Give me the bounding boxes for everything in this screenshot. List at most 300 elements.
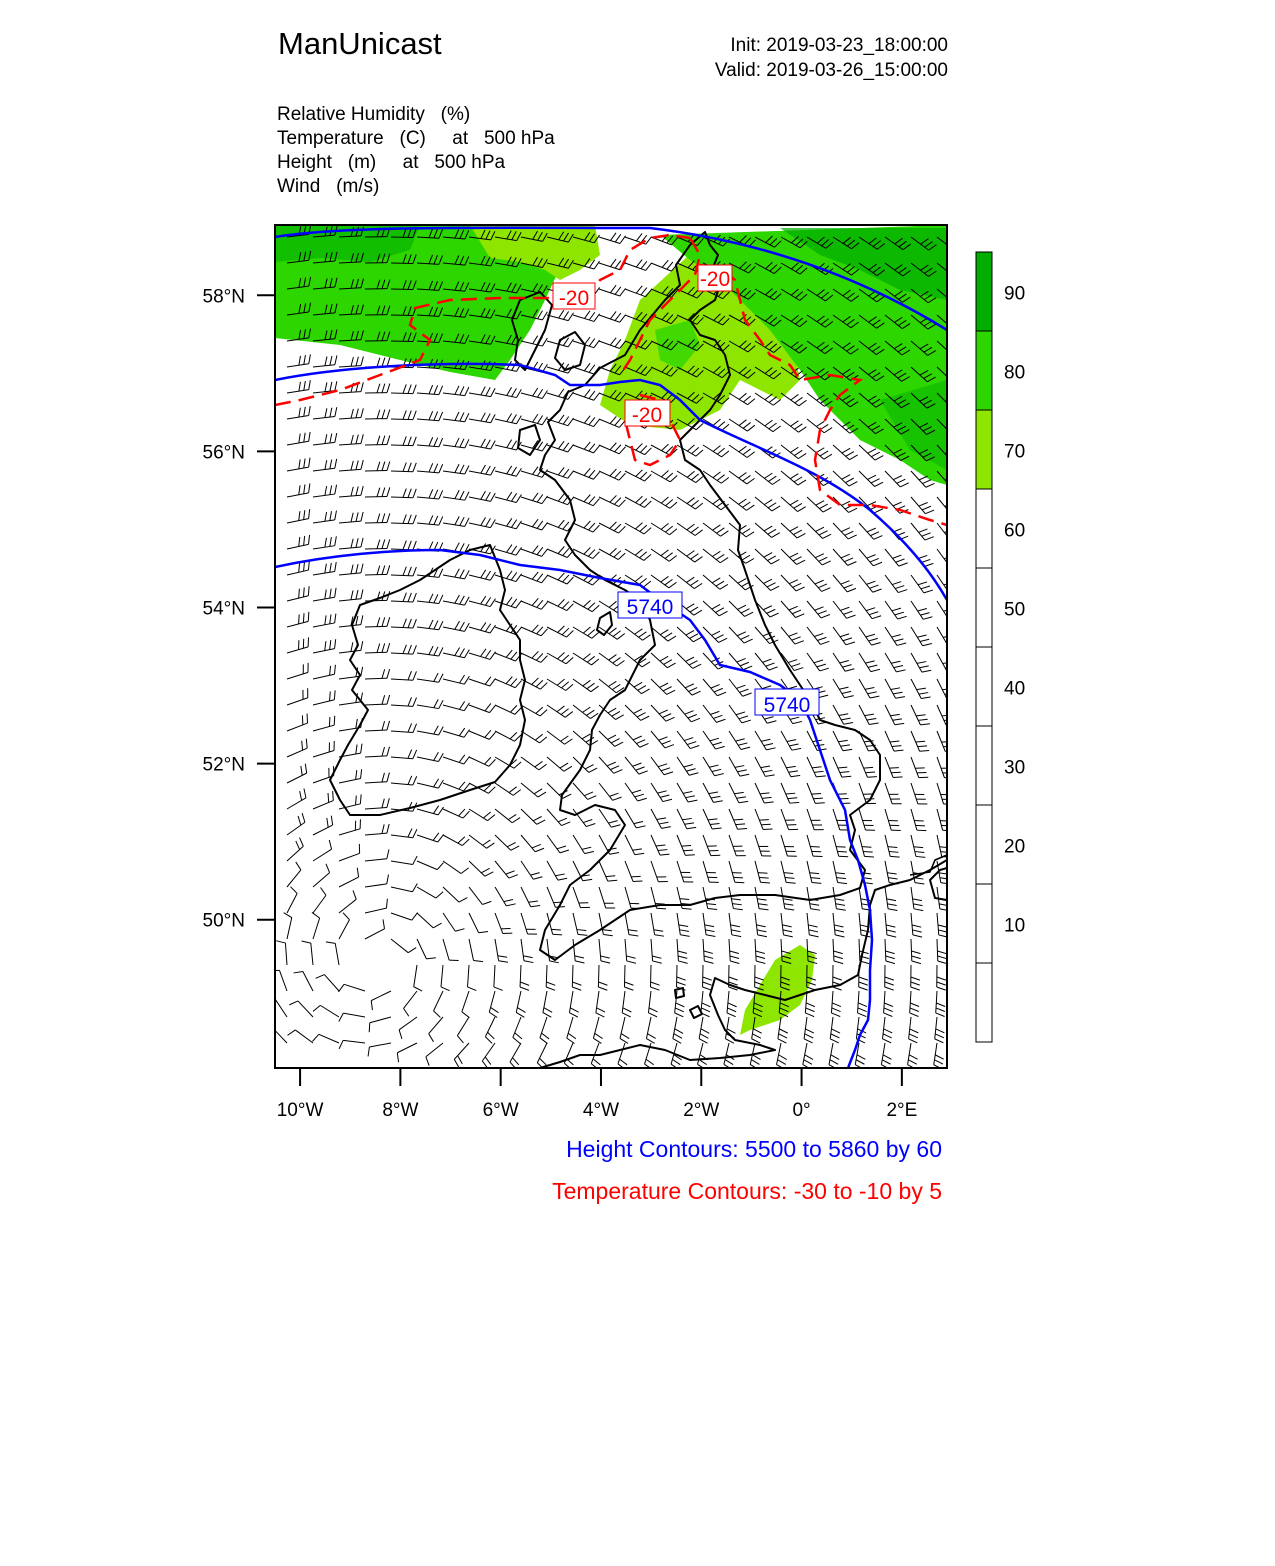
wind-barb-flag (840, 660, 849, 663)
wind-barb-flag (304, 789, 306, 798)
wind-barb-flag (719, 638, 727, 642)
wind-barb-flag (464, 676, 469, 684)
wind-barb-flag (798, 480, 806, 485)
wind-barb-shaft (937, 939, 938, 961)
wind-barb-shaft (443, 471, 465, 474)
wind-barb-flag (810, 873, 819, 874)
wind-barb-flag (507, 440, 512, 448)
wind-barb-flag (687, 827, 696, 828)
wind-barb-shaft (365, 652, 387, 653)
wind-barb-flag (459, 701, 464, 709)
wind-barb-flag (884, 1029, 893, 1033)
wind-barb-flag (458, 809, 464, 816)
wind-barb-flag (490, 625, 495, 633)
wind-barb-flag (661, 523, 668, 529)
wind-barb-shaft (521, 913, 528, 934)
wind-barb-flag (584, 337, 590, 345)
wind-barb-flag (872, 616, 881, 619)
wind-barb-flag (486, 440, 491, 448)
wind-barb-shaft (287, 519, 309, 523)
wind-barb-flag (710, 738, 719, 741)
wind-barb-shaft (651, 705, 666, 721)
wind-barb-shaft (443, 705, 464, 711)
wind-barb-flag (557, 652, 564, 658)
wind-barb-flag (820, 451, 828, 456)
wind-barb-flag (429, 489, 433, 498)
wind-barb-flag (382, 488, 385, 497)
wind-barb-flag (830, 1060, 838, 1065)
wind-barb-flag (536, 653, 543, 660)
wind-barb-flag (895, 723, 904, 724)
wind-barb-flag (897, 479, 906, 483)
wind-barb-flag (485, 703, 491, 710)
wind-barb-shaft (313, 442, 335, 445)
wind-barb-flag (712, 578, 720, 583)
wind-barb-flag (588, 523, 594, 530)
wind-barb-flag (578, 934, 587, 935)
wind-barb-shaft (651, 679, 667, 694)
wind-barb-flag (460, 596, 465, 604)
wind-barb-flag (382, 514, 385, 523)
wind-barb-flag (612, 711, 620, 716)
wind-barb-flag (819, 504, 827, 509)
wind-barb-flag (769, 667, 778, 670)
lon-tick-label: 6°W (482, 1100, 519, 1121)
colorbar-cell (976, 331, 992, 410)
wind-barb-shaft (833, 757, 842, 777)
wind-barb-flag (915, 852, 924, 853)
wind-barb-flag (568, 418, 574, 426)
wind-barb-shaft (885, 861, 889, 883)
temperature-label-1 (553, 283, 595, 310)
wind-barb-flag (555, 907, 564, 908)
wind-barb-shaft (781, 861, 786, 882)
wind-barb-flag (610, 853, 619, 855)
wind-barb-flag (361, 512, 363, 521)
wind-barb-flag (742, 720, 751, 723)
wind-barb-flag (760, 793, 769, 794)
wind-barb-flag (488, 787, 495, 794)
wind-barb-shaft (365, 782, 387, 783)
wind-barb-shaft (417, 471, 439, 473)
wind-barb-flag (487, 843, 495, 848)
wind-barb-flag (664, 772, 673, 775)
wind-barb-shaft (703, 679, 717, 696)
wind-barb-flag (330, 434, 332, 443)
wind-barb-flag (688, 715, 697, 718)
wind-barb-flag (494, 987, 503, 990)
wind-barb-flag (454, 1059, 459, 1067)
wind-barb-flag (894, 666, 903, 668)
wind-barb-flag (434, 726, 439, 734)
wind-barb-shaft (833, 497, 849, 512)
wind-barb-flag (731, 930, 740, 932)
wind-barb-shaft (414, 965, 417, 987)
wind-barb-flag (871, 479, 879, 483)
wind-barb-shaft (755, 835, 762, 856)
wind-barb-flag (864, 767, 873, 768)
wind-barb-flag (666, 473, 673, 479)
wind-barb-flag (532, 546, 538, 553)
wind-barb-shaft (648, 991, 651, 1013)
wind-barb-flag (599, 982, 608, 985)
wind-barb-shaft (599, 679, 616, 693)
wind-barb-flag (923, 644, 932, 646)
wind-barb-flag (610, 338, 616, 345)
wind-barb-flag (660, 656, 668, 661)
wind-barb-flag (707, 904, 716, 905)
wind-barb-flag (922, 533, 931, 536)
wind-barb-flag (577, 930, 586, 931)
wind-barb-flag (716, 581, 724, 586)
wind-barb-flag (944, 582, 953, 585)
wind-barb-shaft (599, 549, 618, 560)
lat-tick-label: 56°N (202, 442, 245, 464)
wind-barb-flag (690, 607, 698, 612)
wind-barb-flag (953, 351, 961, 356)
wind-barb-flag (309, 354, 311, 363)
wind-barb-shaft (885, 913, 887, 935)
wind-barb-flag (302, 813, 305, 822)
wind-barb-flag (563, 575, 569, 582)
wind-barb-flag (821, 615, 830, 618)
wind-barb-flag (596, 1013, 604, 1017)
wind-barb-flag (530, 873, 539, 876)
wind-barb-flag (590, 713, 598, 718)
wind-barb-flag (434, 752, 439, 760)
wind-barb-flag (642, 662, 650, 667)
islay-coast (518, 425, 540, 455)
wind-barb-flag (951, 511, 960, 514)
wind-barb-shaft (729, 627, 744, 643)
wind-barb-flag (511, 599, 517, 607)
wind-barb-shaft (781, 835, 787, 856)
wind-barb-flag (439, 490, 443, 499)
wind-barb-flag (600, 956, 609, 958)
wind-barb-flag (299, 614, 300, 623)
wind-barb-flag (841, 718, 850, 720)
wind-barb-flag (804, 1060, 812, 1065)
wind-barb-flag (429, 515, 433, 524)
wind-barb-flag (436, 892, 443, 898)
wind-barb-shaft (417, 523, 439, 525)
wind-barb-flag (641, 689, 649, 694)
wind-barb-flag (790, 802, 799, 803)
wind-barb-shaft (729, 861, 735, 882)
wind-barb-flag (589, 312, 595, 320)
wind-barb-flag (834, 951, 843, 954)
wind-barb-flag (413, 698, 417, 707)
wind-barb-flag (937, 977, 946, 980)
wind-barb-flag (460, 649, 465, 657)
wind-barb-flag (947, 560, 956, 563)
wind-barb-flag (883, 1034, 892, 1038)
wind-barb-flag (357, 868, 358, 877)
wind-barb-flag (892, 608, 901, 611)
wind-barb-flag (832, 1003, 841, 1007)
wind-barb-flag (593, 552, 600, 559)
wind-barb-flag (326, 864, 330, 873)
wind-barb-flag (408, 948, 416, 953)
wind-barb-flag (481, 596, 486, 604)
wind-barb-flag (783, 930, 792, 932)
height-contour-caption: Height Contours: 5500 to 5860 by 60 (566, 1136, 942, 1162)
wind-barb-flag (507, 545, 512, 553)
wind-barb-flag (916, 856, 925, 857)
wind-barb-flag (304, 355, 306, 364)
wind-barb-flag (325, 356, 327, 365)
wind-barb-flag (737, 770, 746, 772)
wind-barb-flag (325, 641, 326, 650)
wind-barb-flag (309, 535, 310, 544)
wind-barb-flag (558, 389, 563, 397)
wind-barb-flag (382, 721, 385, 730)
wind-barb-flag (377, 384, 380, 393)
wind-barb-flag (710, 711, 719, 714)
wind-barb-flag (948, 644, 957, 646)
wind-barb-flag (335, 511, 337, 520)
wind-barb-shaft (547, 939, 550, 961)
wind-barb-flag (945, 693, 954, 694)
wind-barb-flag (784, 904, 793, 905)
wind-barb-flag (558, 878, 567, 880)
wind-barb-flag (558, 599, 565, 606)
wind-barb-shaft (313, 918, 320, 939)
wind-barb-flag (298, 816, 301, 825)
wind-barb-flag (356, 409, 358, 418)
wind-barb-flag (437, 863, 443, 870)
wind-barb-flag (561, 822, 570, 826)
wind-barb-flag (563, 548, 569, 555)
wind-barb-flag (594, 419, 600, 426)
wind-barb-shaft (295, 1030, 313, 1043)
wind-barb-flag (638, 798, 647, 801)
wind-barb-flag (818, 611, 827, 614)
wind-barb-shaft (937, 549, 950, 567)
wind-barb-shaft (599, 783, 613, 800)
wind-barb-shaft (365, 884, 387, 887)
wind-barb-flag (491, 414, 495, 422)
wind-barb-shaft (365, 756, 387, 757)
wind-barb-flag (382, 669, 385, 678)
wind-barb-flag (377, 462, 380, 471)
wind-barb-flag (791, 394, 799, 400)
wind-barb-flag (601, 961, 610, 963)
wind-barb-shaft (287, 773, 307, 783)
wind-barb-shaft (521, 887, 531, 907)
wind-barb-shaft (391, 471, 413, 472)
wind-barb-flag (686, 577, 694, 582)
wind-barb-shaft (703, 861, 709, 882)
wind-barb-flag (950, 564, 959, 567)
wind-barb-flag (769, 423, 777, 429)
wind-barb-shaft (339, 443, 361, 445)
wind-barb-flag (669, 582, 677, 588)
wind-barb-flag (594, 446, 600, 453)
wind-barb-flag (892, 635, 901, 637)
wind-barb-flag (301, 766, 302, 775)
wind-barb-flag (868, 665, 877, 667)
wind-barb-flag (506, 677, 512, 684)
wind-barb-flag (870, 532, 879, 536)
wind-barb-shaft (462, 991, 469, 1012)
wind-barb-flag (636, 233, 642, 241)
wind-barb-shaft (859, 471, 875, 486)
wind-barb-flag (633, 736, 642, 740)
wind-barb-flag (954, 325, 962, 330)
wind-barb-flag (539, 764, 547, 770)
wind-barb-flag (739, 716, 748, 719)
wind-barb-flag (659, 710, 668, 714)
wind-barb-flag (538, 792, 546, 797)
wind-barb-shaft (287, 467, 309, 471)
wind-barb-flag (792, 748, 801, 750)
wind-barb-flag (795, 641, 804, 644)
ireland-coast (330, 545, 525, 815)
wind-barb-flag (413, 776, 417, 785)
wind-barb-flag (559, 310, 564, 318)
wind-barb-flag (820, 668, 829, 671)
wind-barb-flag (819, 557, 828, 561)
wind-barb-flag (509, 787, 517, 793)
wind-barb-flag (763, 770, 772, 772)
wind-barb-flag (382, 436, 385, 445)
wind-barb-shaft (729, 913, 732, 935)
wind-barb-shaft (339, 521, 361, 523)
wind-barb-flag (921, 586, 930, 589)
wind-barb-flag (744, 639, 753, 643)
wind-barb-flag (667, 690, 675, 694)
wind-barb-shaft (429, 1017, 443, 1034)
wind-barb-flag (433, 923, 441, 928)
wind-barb-flag (664, 633, 672, 638)
wind-barb-flag (848, 562, 857, 566)
wind-barb-flag (412, 913, 418, 921)
wind-barb-flag (524, 961, 533, 963)
wind-barb-flag (866, 634, 875, 637)
wind-barb-shaft (625, 757, 639, 774)
wind-barb-flag (460, 491, 464, 499)
wind-barb-shaft (625, 705, 641, 720)
wind-barb-flag (797, 533, 805, 538)
wind-barb-flag (485, 624, 490, 632)
wind-barb-flag (330, 537, 332, 546)
wind-barb-shaft (339, 877, 359, 887)
wind-barb-flag (892, 746, 901, 747)
wind-barb-flag (921, 559, 930, 562)
wind-barb-flag (709, 792, 718, 794)
wind-barb-shaft (482, 1043, 495, 1061)
valid-time: Valid: 2019-03-26_15:00:00 (714, 60, 948, 81)
wind-barb-flag (739, 499, 747, 504)
wind-barb-flag (582, 707, 590, 712)
wind-barb-shaft (287, 822, 305, 835)
wind-barb-flag (831, 1055, 839, 1060)
wind-barb-flag (533, 414, 538, 422)
wind-barb-flag (562, 602, 569, 609)
wind-barb-flag (786, 882, 795, 883)
wind-barb-flag (460, 517, 464, 525)
wind-barb-flag (789, 771, 798, 772)
wind-barb-shaft (598, 965, 599, 987)
wind-barb-flag (641, 288, 647, 295)
wind-barb-shaft (573, 887, 581, 908)
wind-barb-flag (308, 612, 309, 621)
wind-barb-flag (694, 610, 702, 615)
wind-barb-flag (788, 686, 797, 689)
wind-barb-shaft (599, 653, 617, 666)
wind-barb-flag (569, 1013, 577, 1017)
wind-barb-flag (291, 887, 298, 894)
wind-barb-flag (619, 473, 625, 480)
wind-barb-flag (689, 661, 697, 665)
colorbar-label: 20 (1004, 836, 1026, 858)
wind-barb-flag (641, 261, 647, 268)
wind-barb-shaft (391, 627, 413, 628)
wind-barb-shaft (371, 991, 391, 1001)
wind-barb-flag (584, 311, 590, 319)
wind-barb-flag (952, 457, 961, 461)
wind-barb-flag (669, 555, 677, 561)
wind-barb-flag (536, 680, 543, 687)
wind-barb-flag (558, 441, 564, 449)
wind-barb-flag (770, 613, 779, 617)
wind-barb-shaft (885, 575, 898, 593)
wind-barb-shaft (313, 649, 335, 653)
wind-barb-flag (862, 847, 871, 848)
wind-barb-flag (738, 829, 747, 830)
wind-barb-flag (561, 709, 569, 715)
wind-barb-shaft (443, 523, 465, 526)
wind-barb-flag (382, 384, 385, 393)
wind-barb-flag (916, 715, 925, 716)
wind-barb-flag (912, 961, 921, 964)
wind-barb-shaft (937, 731, 945, 751)
wind-barb-shaft (391, 523, 413, 524)
wind-barb-flag (584, 547, 591, 554)
temperature-label-2 (698, 265, 732, 291)
wind-barb-flag (751, 1060, 759, 1065)
wind-barb-flag (846, 642, 855, 645)
wind-barb-flag (758, 935, 767, 937)
wind-barb-flag (455, 929, 464, 932)
wind-barb-flag (870, 585, 879, 588)
wind-barb-flag (304, 510, 305, 519)
wind-barb-flag (591, 659, 598, 665)
wind-barb-flag (728, 1003, 737, 1007)
wind-barb-shaft (911, 705, 920, 725)
wind-barb-flag (586, 823, 595, 826)
wind-barb-flag (408, 619, 411, 628)
wind-barb-flag (733, 909, 742, 910)
wind-barb-flag (438, 807, 443, 815)
wind-barb-shaft (755, 939, 756, 961)
wind-barb-shaft (547, 315, 568, 321)
wind-barb-flag (586, 710, 594, 715)
wind-barb-flag (309, 406, 311, 415)
wind-barb-flag (622, 1013, 631, 1017)
wind-barb-shaft (729, 445, 747, 457)
wind-barb-flag (885, 951, 894, 954)
wind-barb-flag (325, 615, 326, 624)
wind-barb-flag (863, 851, 872, 852)
wind-barb-flag (304, 407, 306, 416)
wind-barb-flag (408, 829, 412, 838)
wind-barb-flag (702, 1003, 711, 1007)
wind-barb-flag (662, 741, 671, 744)
wind-barb-shaft (434, 991, 443, 1011)
wind-barb-flag (743, 422, 750, 428)
